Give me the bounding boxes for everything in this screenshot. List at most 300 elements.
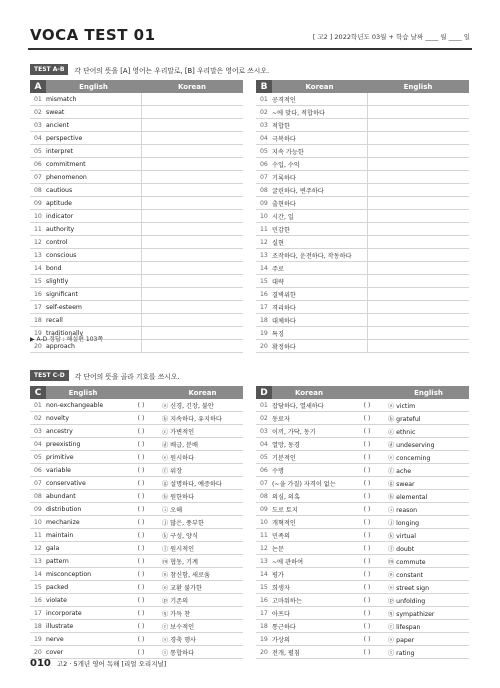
answer-parens[interactable]: ( ) [120,555,162,568]
section-cd-instruction: 각 단어의 뜻을 골라 기호를 쓰시오. [74,372,180,381]
row-word: 아프다 [272,607,346,620]
table-row [256,210,469,223]
answer-blank[interactable] [367,249,469,262]
answer-parens[interactable]: ( ) [346,412,388,425]
row-word: non-exchangeable [46,399,120,412]
choice-option: ⓘ 오해 [162,503,243,516]
row-number: 20 [30,340,46,353]
answer-blank[interactable] [367,327,469,340]
answer-blank[interactable] [367,184,469,197]
row-word: 실현 [272,236,367,249]
study-date-info: [ 고2 ] 2022학년도 03월 + 학습 날짜 ____ 월 ____ 일 [312,33,470,41]
table-row [30,568,243,581]
row-number: 19 [256,327,272,340]
choice-option: ⓙ longing [388,516,469,529]
table-a [30,80,243,353]
answer-parens[interactable]: ( ) [120,438,162,451]
table-d [256,386,469,659]
answer-blank[interactable] [367,262,469,275]
table-row [30,425,243,438]
row-word: 논문 [272,542,346,555]
row-number: 12 [30,542,46,555]
row-number: 13 [256,555,272,568]
row-word: 조작하다, 운전하다, 작동하다 [272,249,367,262]
choice-option: ⓗ 원한하다 [162,490,243,503]
answer-parens[interactable]: ( ) [346,555,388,568]
answer-blank[interactable] [141,106,243,119]
row-number: 11 [256,223,272,236]
answer-parens[interactable]: ( ) [120,399,162,412]
row-word: novelty [46,412,120,425]
table-row [30,620,243,633]
row-word: maintain [46,529,120,542]
table-row [30,171,243,184]
row-word: ancient [46,119,141,132]
row-number: 14 [30,262,46,275]
row-number: 08 [256,184,272,197]
row-word: 시간, 일 [272,210,367,223]
table-a-col-korean: Korean [141,80,243,93]
row-number: 02 [256,412,272,425]
answer-parens[interactable]: ( ) [346,490,388,503]
row-word: phenomenon [46,171,141,184]
answer-parens[interactable]: ( ) [120,633,162,646]
choice-option: ⓣ 통합하다 [162,646,243,659]
row-number: 01 [256,399,272,412]
row-word: 공격적인 [272,93,367,106]
answer-parens[interactable]: ( ) [346,516,388,529]
answer-blank[interactable] [367,158,469,171]
table-c [30,386,243,659]
answer-blank[interactable] [367,119,469,132]
row-word: violate [46,594,120,607]
answer-parens[interactable]: ( ) [120,594,162,607]
table-d-letter: D [256,386,272,399]
choice-option: ⓜ commute [388,555,469,568]
answer-blank[interactable] [367,171,469,184]
row-number: 16 [30,594,46,607]
table-row [256,542,469,555]
table-row [256,490,469,503]
choice-option: ⓘ reason [388,503,469,516]
row-number: 17 [30,607,46,620]
row-word: cover [46,646,120,659]
choice-option: ⓕ ache [388,464,469,477]
answer-parens[interactable]: ( ) [120,646,162,659]
row-word: commitment [46,158,141,171]
row-word: 기분적인 [272,451,346,464]
answer-blank[interactable] [141,171,243,184]
answer-parens[interactable]: ( ) [346,529,388,542]
row-number: 14 [30,568,46,581]
answer-parens[interactable]: ( ) [120,529,162,542]
row-word: recall [46,314,141,327]
table-row [256,158,469,171]
row-word: 지속 가능한 [272,145,367,158]
choice-option: ⓡ 보수적인 [162,620,243,633]
answer-parens[interactable]: ( ) [346,451,388,464]
row-word: mismatch [46,93,141,106]
row-word: 굴린하다, 변주하다 [272,184,367,197]
answer-blank[interactable] [141,132,243,145]
table-row [30,464,243,477]
answer-parens[interactable]: ( ) [120,581,162,594]
answer-parens[interactable]: ( ) [346,581,388,594]
table-row [256,633,469,646]
row-number: 01 [30,399,46,412]
choice-option: ⓣ rating [388,646,469,659]
row-word: bond [46,262,141,275]
answer-parens[interactable]: ( ) [346,425,388,438]
row-number: 20 [256,340,272,353]
table-row [30,412,243,425]
row-number: 03 [256,119,272,132]
answer-parens[interactable]: ( ) [120,425,162,438]
answer-parens[interactable]: ( ) [346,477,388,490]
row-number: 02 [30,106,46,119]
table-row [256,314,469,327]
row-word: gala [46,542,120,555]
answer-parens[interactable]: ( ) [346,399,388,412]
row-word: traditionally [46,327,141,340]
table-b-col-korean: Korean [272,80,367,93]
answer-parens[interactable]: ( ) [120,542,162,555]
answer-blank[interactable] [141,262,243,275]
answer-parens[interactable]: ( ) [346,503,388,516]
answer-blank[interactable] [141,314,243,327]
table-row [30,594,243,607]
header-divider [28,48,472,50]
row-number: 02 [30,412,46,425]
row-word: 민족의 [272,529,346,542]
table-row [256,451,469,464]
choice-option: ⓖ swear [388,477,469,490]
table-row [30,301,243,314]
answer-parens[interactable]: ( ) [346,464,388,477]
table-row [30,529,243,542]
row-word: primitive [46,451,120,464]
row-word: 확정하다 [272,340,367,353]
answer-blank[interactable] [141,236,243,249]
choice-option: ⓚ virtual [388,529,469,542]
answer-blank[interactable] [141,145,243,158]
section-cd-tag: TEST C-D [30,370,69,381]
answer-blank[interactable] [141,301,243,314]
table-row [256,568,469,581]
table-row [256,249,469,262]
row-word: 대략 [272,275,367,288]
row-number: 05 [256,451,272,464]
answer-parens[interactable]: ( ) [120,451,162,464]
row-word: (~을 가질) 자격이 없는 [272,477,346,490]
row-word: 평가 [272,568,346,581]
table-row [256,529,469,542]
row-number: 15 [30,581,46,594]
choice-option: ⓜ 협동, 기계 [162,555,243,568]
choice-option: ⓐ victim [388,399,469,412]
row-word: 수입, 수익 [272,158,367,171]
row-number: 10 [30,210,46,223]
table-row [30,555,243,568]
table-row [30,275,243,288]
table-row [256,477,469,490]
row-number: 05 [256,145,272,158]
answer-blank[interactable] [141,197,243,210]
answer-blank[interactable] [141,249,243,262]
table-d-col-korean: Korean [272,386,346,399]
answer-blank[interactable] [141,184,243,197]
row-word: variable [46,464,120,477]
answer-parens[interactable]: ( ) [346,542,388,555]
row-number: 03 [30,425,46,438]
answer-blank[interactable] [141,275,243,288]
table-row [256,145,469,158]
table-row [256,607,469,620]
table-row [30,451,243,464]
row-number: 03 [30,119,46,132]
choice-option: ⓞ 교환 불가한 [162,581,243,594]
table-row [256,119,469,132]
table-row [256,106,469,119]
row-number: 01 [30,93,46,106]
row-word: conscious [46,249,141,262]
row-word: aptitude [46,197,141,210]
answer-parens[interactable]: ( ) [346,620,388,633]
table-row [256,184,469,197]
section-ab-header [30,64,269,75]
row-number: 13 [30,555,46,568]
choice-option: ⓠ 가득 찬 [162,607,243,620]
answer-blank[interactable] [367,288,469,301]
row-word: 출현하다 [272,197,367,210]
row-word: indicator [46,210,141,223]
table-row [30,607,243,620]
answer-blank[interactable] [367,145,469,158]
table-d-col-blank [346,386,388,399]
answer-blank[interactable] [367,236,469,249]
row-number: 19 [256,633,272,646]
row-word: 적합한 [272,119,367,132]
table-row [30,399,243,412]
row-number: 13 [256,249,272,262]
row-word: 고마워하는 [272,594,346,607]
choice-option: ⓕ 위장 [162,464,243,477]
answer-blank[interactable] [141,119,243,132]
choice-option: ⓒ 가변적인 [162,425,243,438]
table-row [256,171,469,184]
answer-parens[interactable]: ( ) [346,568,388,581]
table-row [256,275,469,288]
row-number: 07 [256,171,272,184]
row-word: misconception [46,568,120,581]
choice-option: ⓟ 기존의 [162,594,243,607]
table-row [256,646,469,659]
row-word: 결벽위한 [272,288,367,301]
answer-blank[interactable] [367,314,469,327]
row-number: 15 [256,275,272,288]
table-c-letter: C [30,386,46,399]
row-word: 민감한 [272,223,367,236]
row-word: slightly [46,275,141,288]
row-word: nerve [46,633,120,646]
answer-parens[interactable]: ( ) [120,607,162,620]
table-row [30,132,243,145]
table-b-letter: B [256,80,272,93]
choice-option: ⓝ 참신함, 새로움 [162,568,243,581]
answer-blank[interactable] [141,210,243,223]
row-number: 10 [256,210,272,223]
row-word: 개혁적인 [272,516,346,529]
row-number: 08 [30,490,46,503]
row-number: 06 [256,158,272,171]
answer-blank[interactable] [141,93,243,106]
answer-blank[interactable] [141,158,243,171]
answer-parens[interactable]: ( ) [346,646,388,659]
row-word: illustrate [46,620,120,633]
table-c-col-blank [120,386,162,399]
table-row [256,301,469,314]
choice-option: ⓡ lifespan [388,620,469,633]
answer-blank[interactable] [141,340,243,353]
row-word: distribution [46,503,120,516]
row-number: 04 [30,132,46,145]
row-number: 12 [256,236,272,249]
choice-option: ⓗ elemental [388,490,469,503]
row-word: 주로 [272,262,367,275]
answer-parens[interactable]: ( ) [120,464,162,477]
answer-blank[interactable] [367,275,469,288]
answer-parens[interactable]: ( ) [120,412,162,425]
answer-blank[interactable] [367,106,469,119]
answer-blank[interactable] [367,340,469,353]
row-word: mechanize [46,516,120,529]
table-row [30,93,243,106]
page-number: 010 [30,658,51,669]
answer-parens[interactable]: ( ) [120,490,162,503]
answer-blank[interactable] [367,210,469,223]
row-number: 08 [256,490,272,503]
choice-option: ⓓ undeserving [388,438,469,451]
table-row [30,314,243,327]
table-row [256,132,469,145]
row-number: 16 [30,288,46,301]
row-word: conservative [46,477,120,490]
table-b-col-english: English [367,80,469,93]
table-row [30,490,243,503]
table-row [256,288,469,301]
answer-blank[interactable] [367,93,469,106]
row-number: 04 [256,132,272,145]
row-number: 20 [30,646,46,659]
answer-blank[interactable] [141,223,243,236]
answer-parens[interactable]: ( ) [120,503,162,516]
table-row [30,503,243,516]
choice-option: ⓖ 설명하다, 예증하다 [162,477,243,490]
choice-option: ⓠ sympathizer [388,607,469,620]
answer-parens[interactable]: ( ) [346,607,388,620]
choice-option: ⓢ 경축 행사 [162,633,243,646]
table-row [256,412,469,425]
choice-option: ⓛ doubt [388,542,469,555]
answer-blank[interactable] [367,301,469,314]
row-number: 16 [256,288,272,301]
row-word: 특징 [272,327,367,340]
answer-parens[interactable]: ( ) [120,477,162,490]
row-number: 01 [256,93,272,106]
row-number: 11 [30,223,46,236]
row-number: 18 [256,314,272,327]
table-row [30,197,243,210]
table-row [30,477,243,490]
table-row [256,464,469,477]
table-row [30,158,243,171]
answer-parens[interactable]: ( ) [120,516,162,529]
row-number: 12 [256,542,272,555]
row-number: 17 [256,607,272,620]
table-row [30,542,243,555]
answer-parens[interactable]: ( ) [346,594,388,607]
table-row [256,438,469,451]
answer-blank[interactable] [367,223,469,236]
row-number: 07 [256,477,272,490]
page-title: VOCA TEST 01 [30,26,156,44]
table-row [30,145,243,158]
answer-parens[interactable]: ( ) [346,438,388,451]
answer-blank[interactable] [367,197,469,210]
choice-option: ⓒ ethnic [388,425,469,438]
table-row [256,555,469,568]
row-word: 전개, 펼침 [272,646,346,659]
answer-blank[interactable] [141,327,243,340]
row-number: 11 [30,529,46,542]
answer-parens[interactable]: ( ) [120,568,162,581]
row-number: 11 [256,529,272,542]
table-row [30,288,243,301]
answer-blank[interactable] [141,288,243,301]
answer-blank[interactable] [367,132,469,145]
table-c-col-english: English [46,386,120,399]
table-row [256,516,469,529]
choice-option: ⓟ unfolding [388,594,469,607]
row-word: 이끼, 가닥, 동기 [272,425,346,438]
row-number: 10 [30,516,46,529]
row-number: 06 [256,464,272,477]
table-row [256,236,469,249]
table-row [30,581,243,594]
table-row [30,106,243,119]
table-row [256,399,469,412]
table-row [30,516,243,529]
table-row [30,646,243,659]
row-word: abundant [46,490,120,503]
row-number: 09 [256,503,272,516]
table-row [256,503,469,516]
choice-option: ⓓ 배급, 분배 [162,438,243,451]
row-number: 14 [256,568,272,581]
choice-option: ⓙ 많은, 풍부한 [162,516,243,529]
table-row [30,184,243,197]
section-ab-instruction: 각 단어의 뜻을 [A] 영어는 우리말로, [B] 우리말은 영어로 쓰시오. [74,66,270,75]
answer-parens[interactable]: ( ) [120,620,162,633]
row-number: 18 [30,314,46,327]
answer-parens[interactable]: ( ) [346,633,388,646]
table-row [30,236,243,249]
table-row [256,620,469,633]
row-number: 04 [30,438,46,451]
choice-option: ⓛ 원시적인 [162,542,243,555]
table-row [256,223,469,236]
row-word: 가상의 [272,633,346,646]
